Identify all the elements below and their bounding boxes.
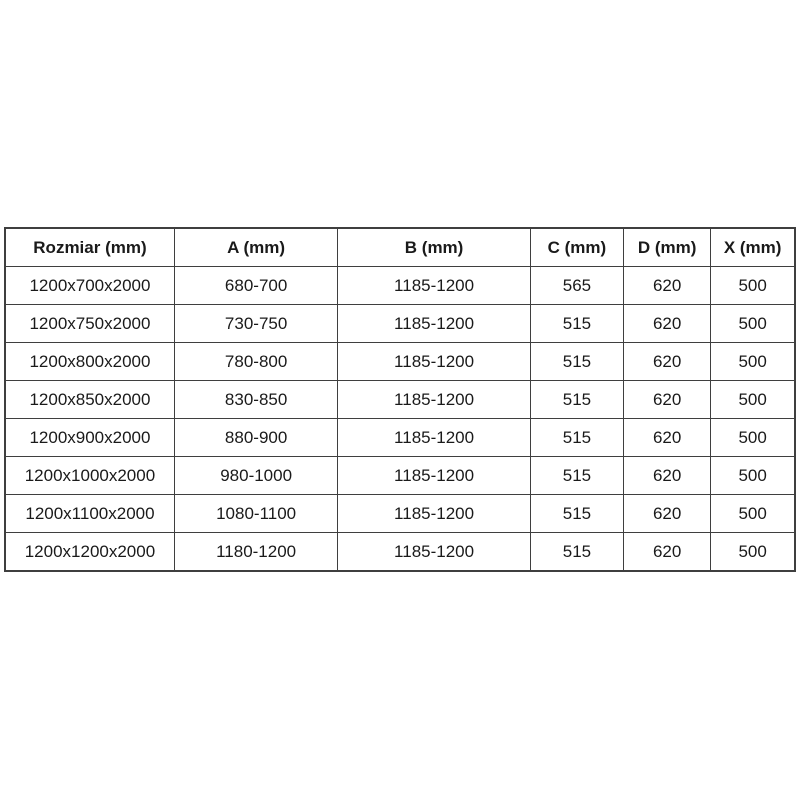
- size-dimensions-table: [4, 227, 796, 572]
- table-cell: 1185-1200: [338, 381, 530, 419]
- table-cell: 515: [530, 343, 623, 381]
- table-cell: 620: [624, 495, 711, 533]
- table-cell: 620: [624, 343, 711, 381]
- table-cell: 500: [711, 533, 795, 572]
- table-cell: 1200x750x2000: [5, 305, 174, 343]
- table-cell: 500: [711, 495, 795, 533]
- table-cell: 500: [711, 267, 795, 305]
- table-header-row: [5, 228, 795, 267]
- table-cell: 620: [624, 305, 711, 343]
- table-row: [5, 343, 795, 381]
- header-cell-a: A (mm): [174, 228, 337, 267]
- table-cell: 780-800: [174, 343, 337, 381]
- table-cell: 1200x800x2000: [5, 343, 174, 381]
- table-cell: 1185-1200: [338, 495, 530, 533]
- table-row: [5, 419, 795, 457]
- table-cell: 1200x850x2000: [5, 381, 174, 419]
- table-cell: 565: [530, 267, 623, 305]
- table-cell: 620: [624, 419, 711, 457]
- table-cell: 1080-1100: [174, 495, 337, 533]
- table-row: [5, 305, 795, 343]
- header-cell-x: X (mm): [711, 228, 795, 267]
- table-cell: 515: [530, 457, 623, 495]
- table-cell: 830-850: [174, 381, 337, 419]
- header-cell-b: B (mm): [338, 228, 530, 267]
- table-cell: 620: [624, 267, 711, 305]
- table-cell: 500: [711, 457, 795, 495]
- table-row: [5, 267, 795, 305]
- table-row: [5, 381, 795, 419]
- table-cell: 1200x1000x2000: [5, 457, 174, 495]
- table-cell: 515: [530, 495, 623, 533]
- table-row: [5, 495, 795, 533]
- table-cell: 1185-1200: [338, 267, 530, 305]
- header-cell-c: C (mm): [530, 228, 623, 267]
- table-cell: 1180-1200: [174, 533, 337, 572]
- table-cell: 880-900: [174, 419, 337, 457]
- table-cell: 1185-1200: [338, 457, 530, 495]
- table-cell: 620: [624, 533, 711, 572]
- table-row: [5, 533, 795, 572]
- table-row: [5, 457, 795, 495]
- header-cell-rozmiar: Rozmiar (mm): [5, 228, 174, 267]
- table-cell: 1200x1200x2000: [5, 533, 174, 572]
- table-cell: 1200x900x2000: [5, 419, 174, 457]
- table-cell: 1185-1200: [338, 533, 530, 572]
- table-cell: 500: [711, 305, 795, 343]
- table-cell: 730-750: [174, 305, 337, 343]
- table-cell: 515: [530, 381, 623, 419]
- table-cell: 620: [624, 457, 711, 495]
- table-cell: 1185-1200: [338, 419, 530, 457]
- table-cell: 515: [530, 305, 623, 343]
- table-cell: 680-700: [174, 267, 337, 305]
- table-cell: 500: [711, 419, 795, 457]
- table-cell: 620: [624, 381, 711, 419]
- table-cell: 515: [530, 533, 623, 572]
- table-cell: 1200x1100x2000: [5, 495, 174, 533]
- table-cell: 1185-1200: [338, 305, 530, 343]
- table-cell: 1185-1200: [338, 343, 530, 381]
- table-cell: 515: [530, 419, 623, 457]
- header-cell-d: D (mm): [624, 228, 711, 267]
- table-cell: 500: [711, 343, 795, 381]
- table-cell: 500: [711, 381, 795, 419]
- table-cell: 980-1000: [174, 457, 337, 495]
- table-cell: 1200x700x2000: [5, 267, 174, 305]
